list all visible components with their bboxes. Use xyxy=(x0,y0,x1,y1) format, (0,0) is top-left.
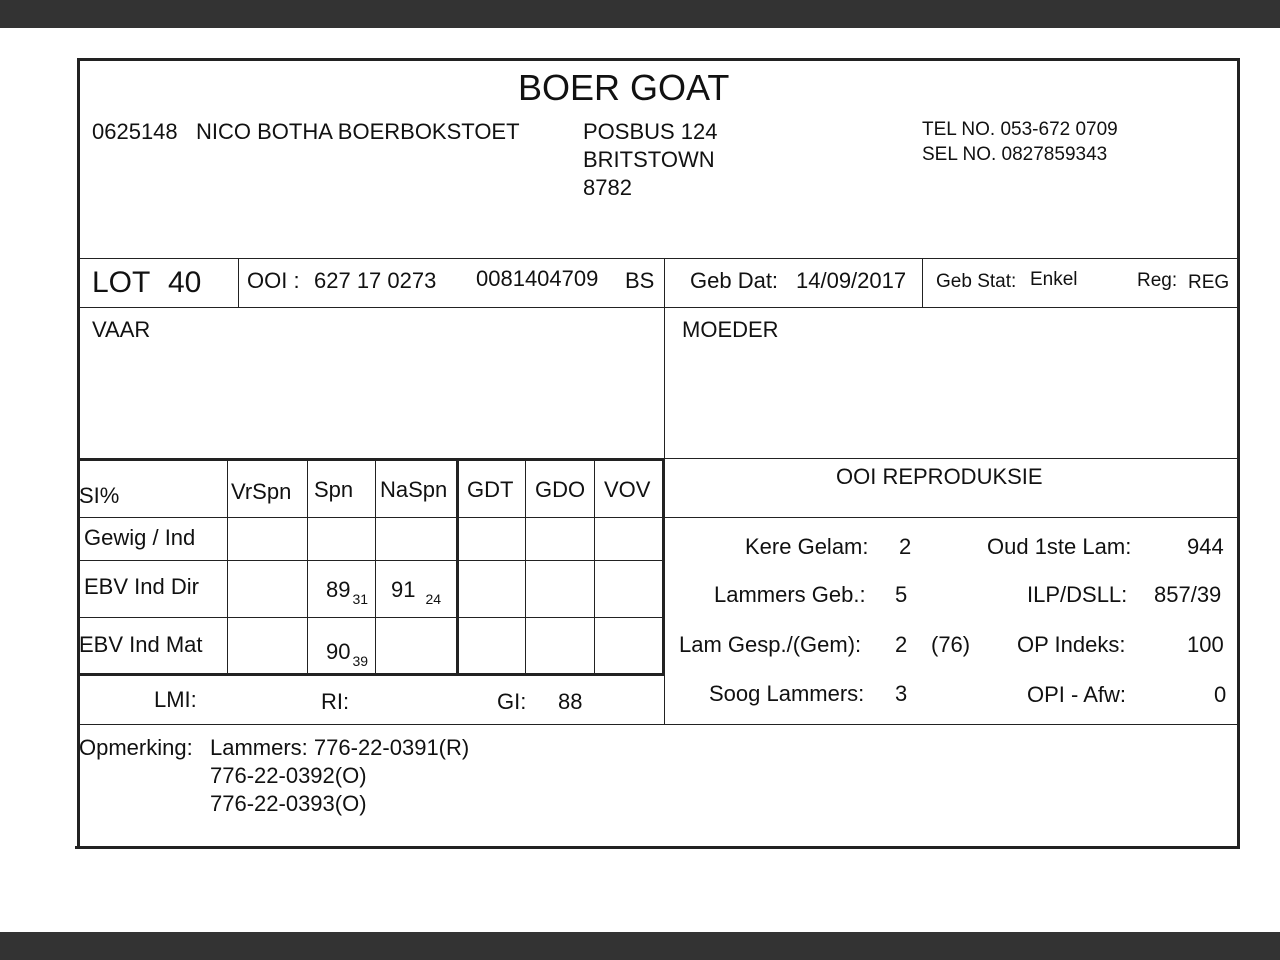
owner-address-line-3: 8782 xyxy=(583,175,632,200)
birth-date-label: Geb Dat: xyxy=(690,268,779,293)
birth-divider xyxy=(922,258,923,307)
index-footer-bottom-line xyxy=(78,724,1239,725)
card-border-left xyxy=(77,58,80,849)
index-col-line-1 xyxy=(227,460,228,675)
ebv-dir-spn: 89 xyxy=(326,577,351,602)
remarks-line-1: Lammers: 776-22-0391(R) xyxy=(210,735,470,760)
card-border-top xyxy=(77,58,1240,61)
remarks-line-3: 776-22-0393(O) xyxy=(210,791,367,816)
kere-gelam-label: Kere Gelam: xyxy=(745,534,869,559)
lot-row-top-line xyxy=(78,258,1239,259)
index-row-ebv-mat-label: EBV Ind Mat xyxy=(79,632,203,657)
index-row-2-line xyxy=(78,617,665,618)
index-header-naspn: NaSpn xyxy=(380,477,448,502)
index-header-gdo: GDO xyxy=(535,477,586,502)
soog-lammers-value: 3 xyxy=(895,681,908,706)
ebv-mat-spn-value xyxy=(326,639,369,669)
lot-row-bottom-line xyxy=(78,307,1239,308)
index-col-line-3 xyxy=(375,460,376,675)
birth-status: Enkel xyxy=(1030,269,1078,290)
ebv-dir-naspn-accuracy: 24 xyxy=(425,591,442,607)
ebv-dir-naspn: 91 xyxy=(391,577,416,602)
top-dark-bar xyxy=(0,0,1280,28)
opi-afw-value: 0 xyxy=(1214,682,1227,707)
index-row-1-line xyxy=(78,560,665,561)
ooi-divider xyxy=(664,258,665,458)
birth-date: 14/09/2017 xyxy=(796,268,907,293)
index-row-gewig-label: Gewig / Ind xyxy=(84,525,196,550)
ebv-mat-spn: 90 xyxy=(326,639,351,664)
lot-divider xyxy=(238,258,239,307)
opi-afw-label: OPI - Afw: xyxy=(1027,682,1127,707)
owner-cellphone: SEL NO. 0827859343 xyxy=(922,144,1108,165)
owner-id: 0625148 xyxy=(92,119,178,144)
repro-title-top-line xyxy=(664,458,1239,459)
card-border-bottom xyxy=(75,846,1240,849)
index-col-line-thick xyxy=(456,460,459,675)
lam-gesp-label: Lam Gesp./(Gem): xyxy=(679,632,862,657)
bottom-dark-bar xyxy=(0,932,1280,960)
index-header-si: SI% xyxy=(79,483,120,508)
index-col-line-2 xyxy=(307,460,308,675)
ilp-dsll-label: ILP/DSLL: xyxy=(1027,582,1128,607)
ebv-dir-spn-accuracy: 31 xyxy=(352,591,369,607)
index-header-vrspn: VrSpn xyxy=(231,479,292,504)
ri-label: RI: xyxy=(321,689,350,714)
lam-gesp-gem-value: (76) xyxy=(931,632,971,657)
owner-name: NICO BOTHA BOERBOKSTOET xyxy=(196,119,520,144)
remarks-label: Opmerking: xyxy=(79,735,193,760)
kere-gelam-value: 2 xyxy=(899,534,912,559)
index-header-spn: Spn xyxy=(314,477,354,502)
soog-lammers-label: Soog Lammers: xyxy=(709,681,865,706)
oud-1ste-lam-value: 944 xyxy=(1187,534,1224,559)
remarks-line-2: 776-22-0392(O) xyxy=(210,763,367,788)
index-header-gdt: GDT xyxy=(467,477,514,502)
ebv-dir-spn-value xyxy=(326,577,369,607)
lammers-geb-value: 5 xyxy=(895,582,908,607)
gi-value: 88 xyxy=(558,689,583,714)
owner-telephone: TEL NO. 053-672 0709 xyxy=(922,119,1118,140)
op-indeks-value: 100 xyxy=(1187,632,1224,657)
card-title: BOER GOAT xyxy=(518,67,730,108)
ilp-dsll-value: 857/39 xyxy=(1154,582,1222,607)
index-row-ebv-dir-label: EBV Ind Dir xyxy=(84,574,199,599)
index-col-line-5 xyxy=(594,460,595,675)
ooi-number: 627 17 0273 xyxy=(314,268,437,293)
birth-status-label: Geb Stat: xyxy=(936,271,1017,292)
repro-left-line xyxy=(664,458,665,725)
index-header-vov: VOV xyxy=(604,477,651,502)
owner-address-line-2: BRITSTOWN xyxy=(583,147,715,172)
reproduction-title: OOI REPRODUKSIE xyxy=(836,464,1043,489)
index-col-line-4 xyxy=(525,460,526,675)
index-table-bottom-line xyxy=(78,673,665,676)
lot-number: 40 xyxy=(168,266,202,299)
gi-label: GI: xyxy=(497,689,527,714)
op-indeks-label: OP Indeks: xyxy=(1017,632,1126,657)
ebv-mat-spn-accuracy: 39 xyxy=(352,653,369,669)
lot-label: LOT xyxy=(92,266,151,299)
ooi-label: OOI : xyxy=(247,268,300,293)
oud-1ste-lam-label: Oud 1ste Lam: xyxy=(987,534,1132,559)
lammers-geb-label: Lammers Geb.: xyxy=(714,582,866,607)
lam-gesp-value: 2 xyxy=(895,632,908,657)
dam-label: MOEDER xyxy=(682,317,779,342)
registration-id: 0081404709 xyxy=(476,266,599,291)
owner-address-line-1: POSBUS 124 xyxy=(583,119,718,144)
sire-label: VAAR xyxy=(92,317,151,342)
ebv-dir-naspn-value xyxy=(391,577,442,607)
registration-label: Reg: xyxy=(1137,270,1178,291)
card-border-right xyxy=(1237,58,1240,849)
breed-code: BS xyxy=(625,268,655,293)
index-table-top-line xyxy=(78,458,665,461)
lmi-label: LMI: xyxy=(154,687,197,712)
index-header-bottom-line xyxy=(78,517,1239,518)
registration-value: REG xyxy=(1188,272,1230,293)
